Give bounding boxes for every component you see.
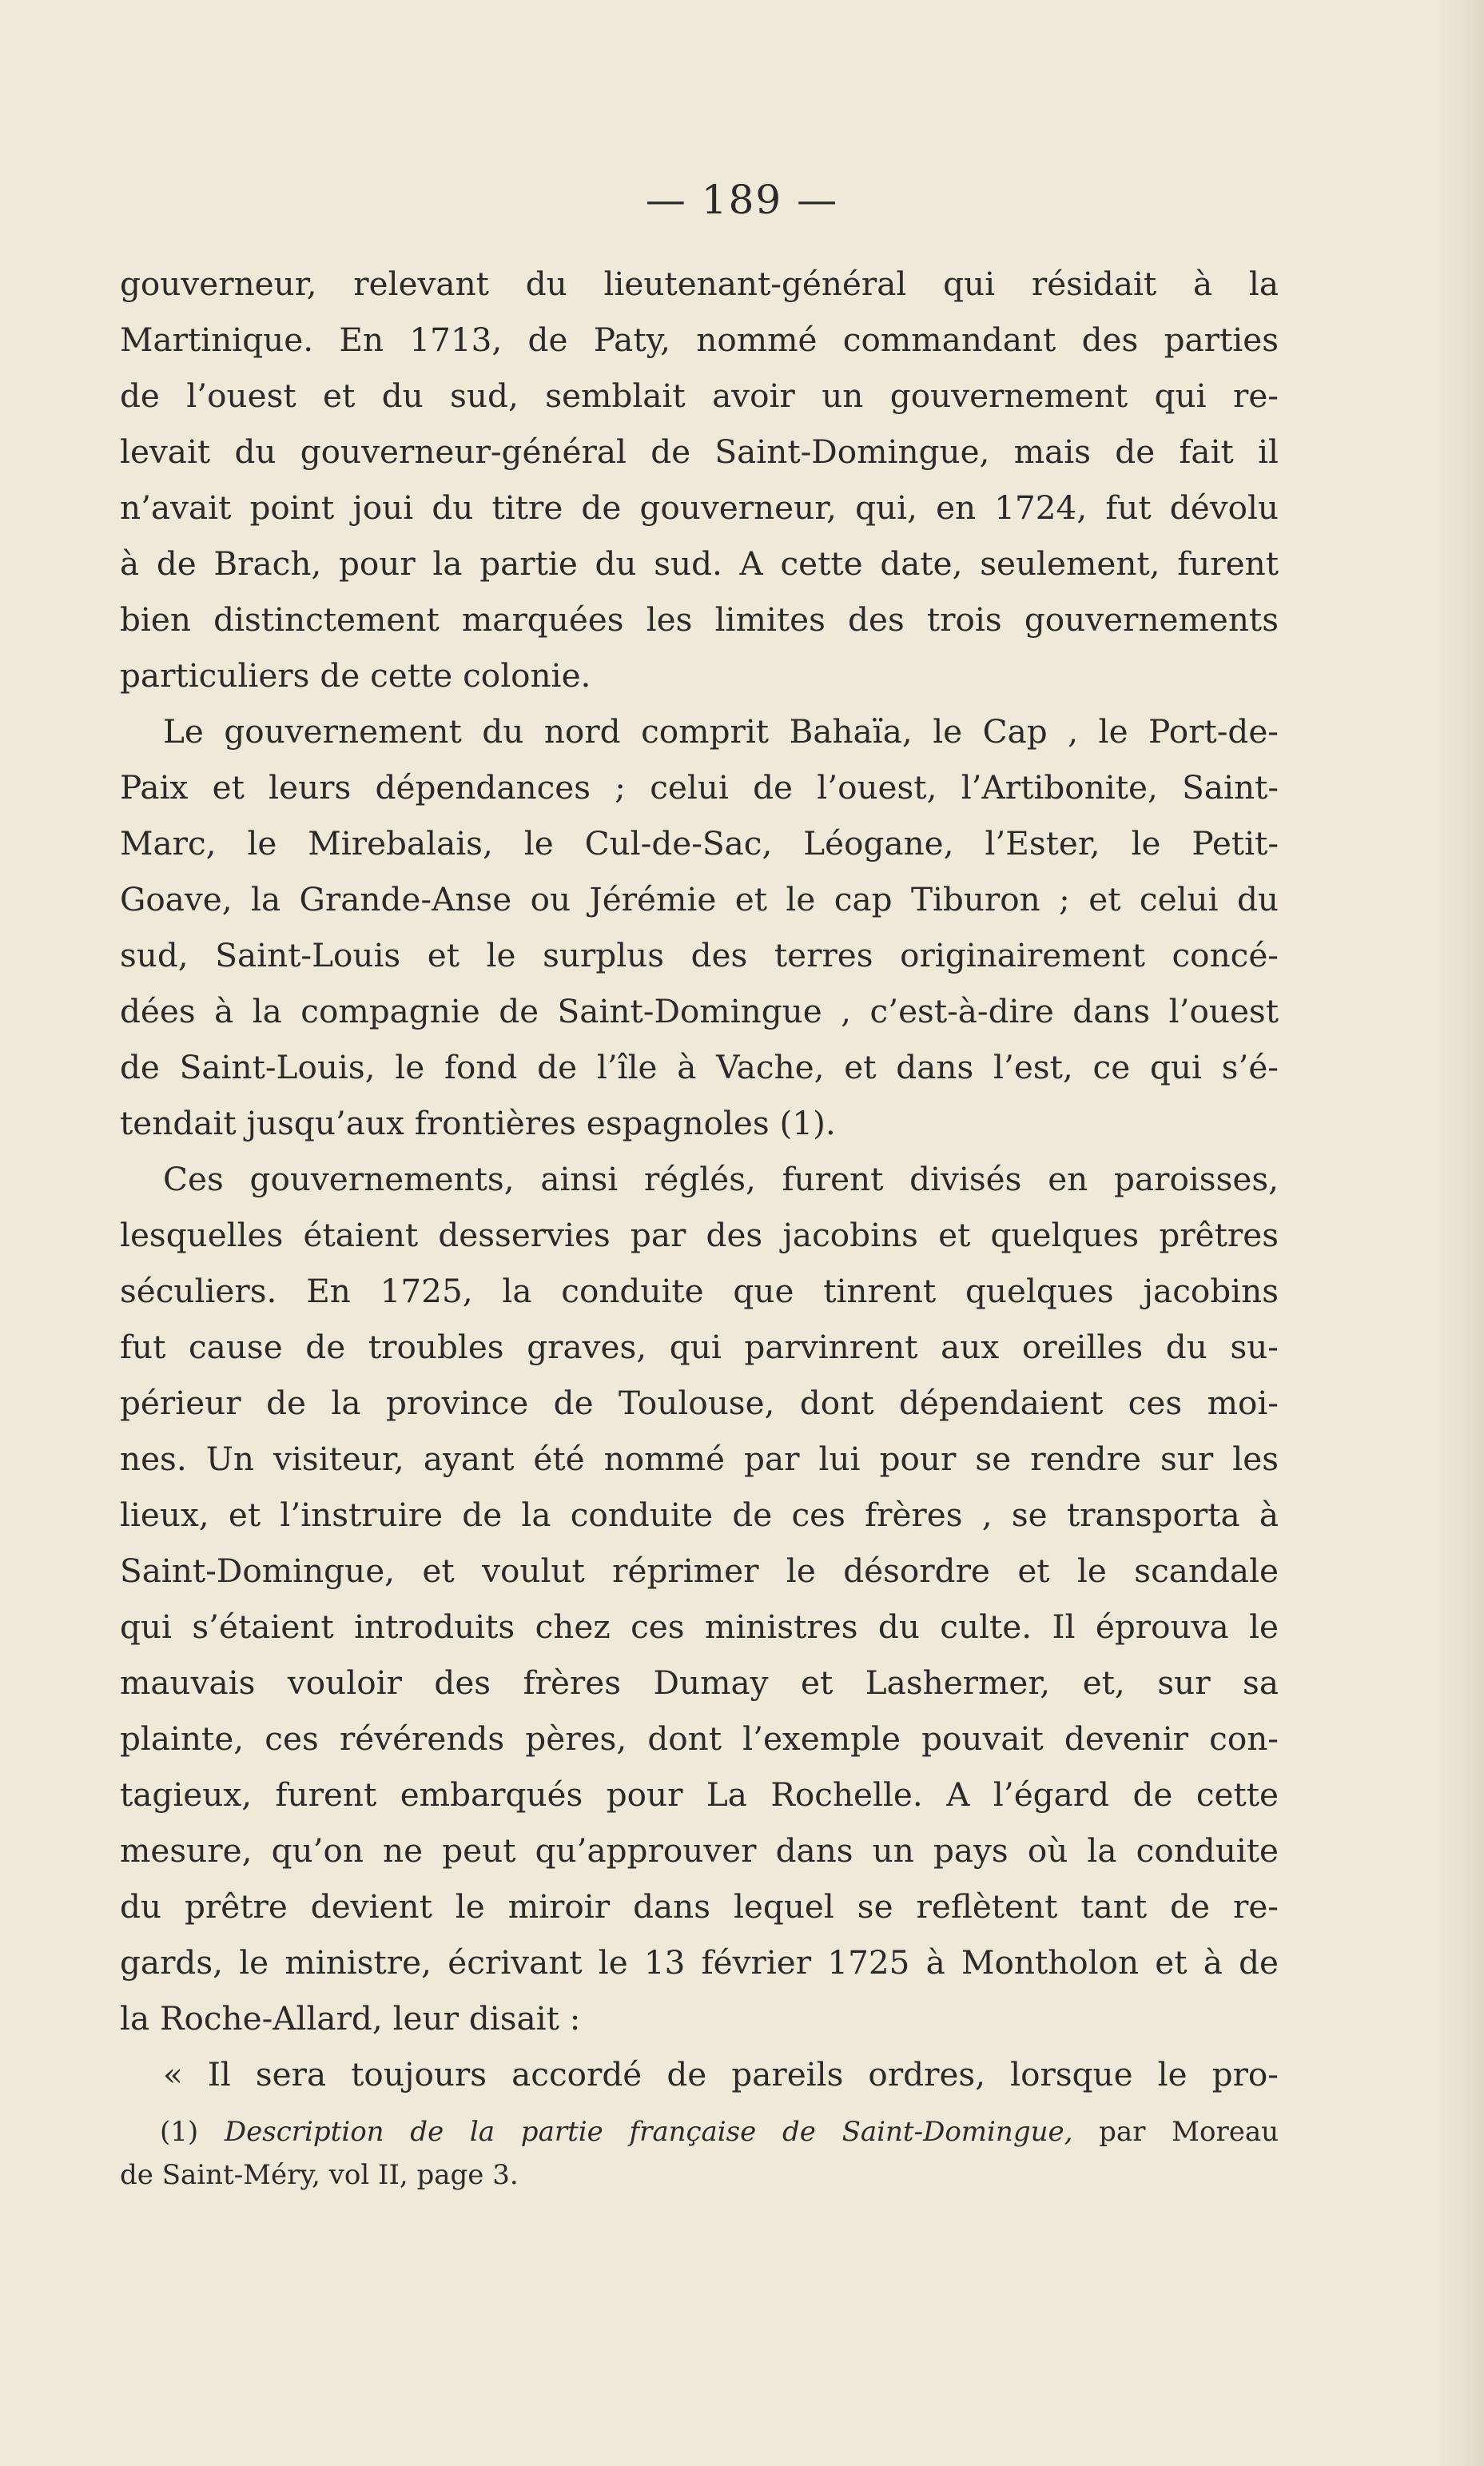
text-line: gards, le ministre, écrivant le 13 février 1725 à Montholon et à de xyxy=(120,1943,1279,1982)
text-line: Le gouvernement du nord comprit Bahaïa, le Cap , le Port-de- xyxy=(163,712,1279,751)
text-line: séculiers. En 1725, la conduite que tinrent quelques jacobins xyxy=(120,1272,1279,1310)
text-line: nes. Un visiteur, ayant été nommé par lui pour se rendre sur les xyxy=(120,1440,1279,1478)
text-line: mesure, qu’on ne peut qu’approuver dans un pays où la conduite xyxy=(120,1831,1279,1870)
text-line: de Saint-Louis, le fond de l’île à Vache, et dans l’est, ce qui s’é- xyxy=(120,1048,1279,1086)
text-line: tagieux, furent embarqués pour La Rochelle. A l’égard de cette xyxy=(120,1775,1279,1814)
text-line: Ces gouvernements, ainsi réglés, furent divisés en paroisses, xyxy=(163,1160,1279,1198)
text-line: à de Brach, pour la partie du sud. A cette date, seulement, furent xyxy=(120,544,1279,583)
text-line: Goave, la Grande-Anse ou Jérémie et le cap Tiburon ; et celui du xyxy=(120,880,1279,918)
text-line: gouverneur, relevant du lieutenant-général qui résidait à la xyxy=(120,265,1279,303)
text-line: « Il sera toujours accordé de pareils ordres, lorsque le pro- xyxy=(163,2055,1279,2094)
footnote-line-2: de Saint-Méry, vol II, page 3. xyxy=(120,2159,519,2191)
text-line: levait du gouverneur-général de Saint-Domingue, mais de fait il xyxy=(120,432,1279,471)
footnote xyxy=(120,2110,1279,2197)
text-line: fut cause de troubles graves, qui parvinrent aux oreilles du su- xyxy=(120,1328,1279,1366)
text-line: qui s’étaient introduits chez ces ministres du culte. Il éprouva le xyxy=(120,1607,1279,1646)
footnote-marker: (1) xyxy=(160,2116,199,2148)
footnote-author: par Moreau xyxy=(1099,2116,1279,2148)
body-text xyxy=(120,256,1279,2102)
text-line: bien distinctement marquées les limites des trois gouvernements xyxy=(120,600,1279,639)
text-line: Marc, le Mirebalais, le Cul-de-Sac, Léogane, l’Ester, le Petit- xyxy=(120,824,1279,863)
footnote-line-1 xyxy=(120,2110,1279,2153)
text-line: tendait jusqu’aux frontières espagnoles (1). xyxy=(120,1104,836,1142)
text-line: mauvais vouloir des frères Dumay et Lashermer, et, sur sa xyxy=(120,1663,1279,1702)
text-line: sud, Saint-Louis et le surplus des terres originairement concé- xyxy=(120,936,1279,974)
text-line: Paix et leurs dépendances ; celui de l’ouest, l’Artibonite, Saint- xyxy=(120,768,1279,807)
text-line: plainte, ces révérends pères, dont l’exemple pouvait devenir con- xyxy=(120,1719,1279,1758)
text-line: de l’ouest et du sud, semblait avoir un gouvernement qui re- xyxy=(120,376,1279,415)
text-line: n’avait point joui du titre de gouverneur, qui, en 1724, fut dévolu xyxy=(120,488,1279,527)
page-number: — 189 — xyxy=(645,177,839,223)
text-line: Saint-Domingue, et voulut réprimer le désordre et le scandale xyxy=(120,1552,1279,1590)
text-line: lieux, et l’instruire de la conduite de ces frères , se transporta à xyxy=(120,1496,1279,1534)
text-line: particuliers de cette colonie. xyxy=(120,656,591,695)
text-line: lesquelles étaient desservies par des jacobins et quelques prêtres xyxy=(120,1216,1279,1254)
page-edge-shadow xyxy=(1436,0,1484,2466)
text-line: Martinique. En 1713, de Paty, nommé commandant des parties xyxy=(120,321,1279,359)
text-line: périeur de la province de Toulouse, dont dépendaient ces moi- xyxy=(120,1384,1279,1422)
text-line: dées à la compagnie de Saint-Domingue , c’est-à-dire dans l’ouest xyxy=(120,992,1279,1030)
footnote-title: Description de la partie française de Saint-Domingue, xyxy=(224,2116,1073,2148)
text-line: du prêtre devient le miroir dans lequel se reflètent tant de re- xyxy=(120,1887,1279,1926)
text-line: la Roche-Allard, leur disait : xyxy=(120,1999,581,2038)
